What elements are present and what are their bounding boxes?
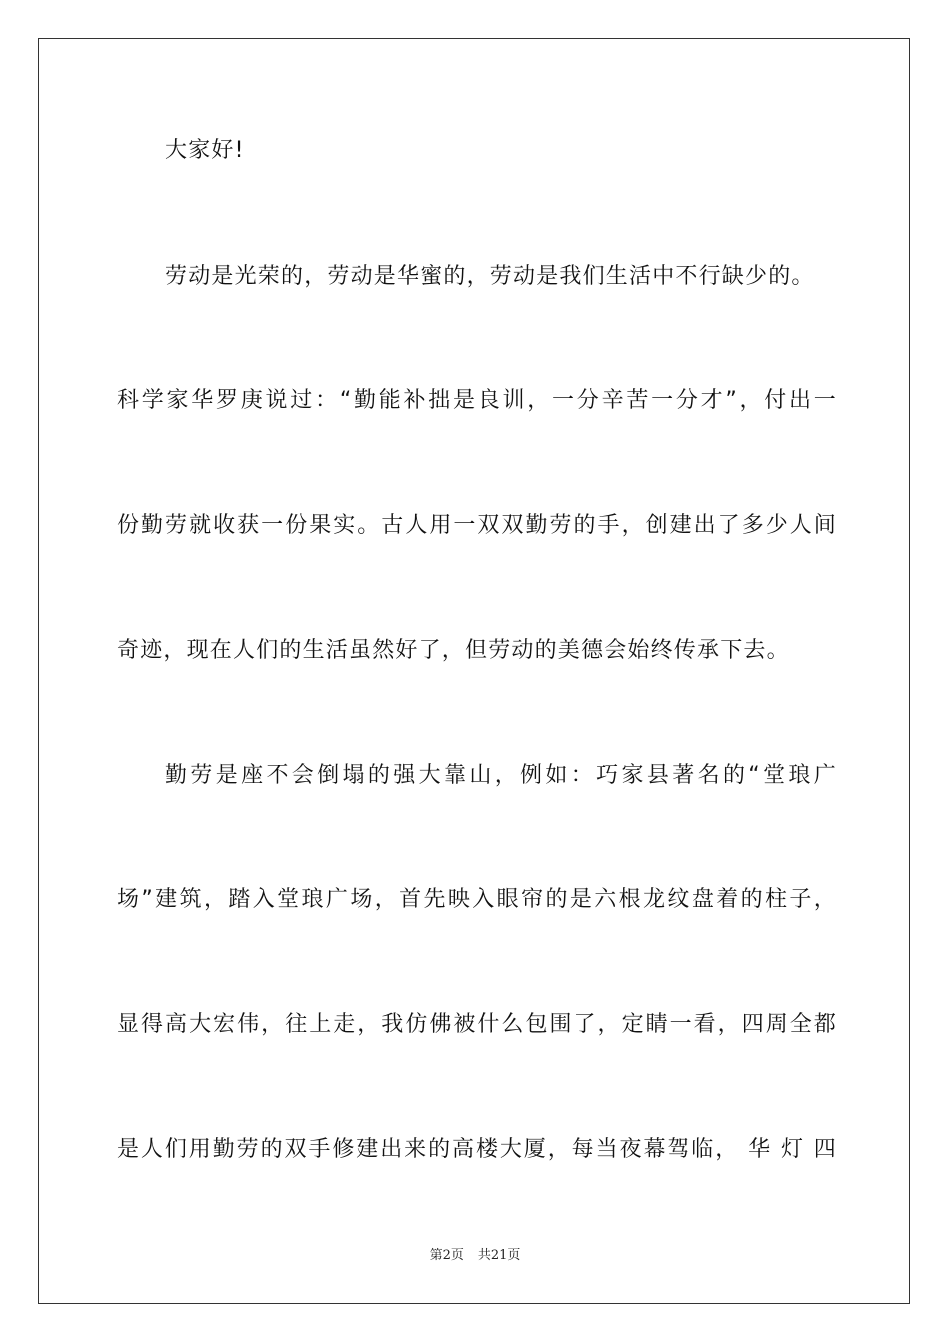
paragraph-2-line-3: 显得高大宏伟，往上走，我仿佛被什么包围了，定睛一看，四周全都 (117, 1012, 837, 1037)
page-footer (0, 1246, 950, 1266)
paragraph-2-line-4: 是人们用勤劳的双手修建出来的高楼大厦，每当夜幕驾临， 华 灯 四 (117, 1137, 837, 1162)
paragraph-1-line-3: 份勤劳就收获一份果实。古人用一双双勤劳的手，创建出了多少人间 (117, 513, 837, 538)
paragraph-2-line-1: 勤劳是座不会倒塌的强大靠山，例如：巧家县著名的“堂琅广 (165, 763, 837, 788)
total-pages: 共21页 (477, 1248, 521, 1263)
paragraph-1-line-4: 奇迹，现在人们的生活虽然好了，但劳动的美德会始终传承下去。 (117, 638, 790, 663)
paragraph-2-line-2: 场”建筑，踏入堂琅广场，首先映入眼帘的是六根龙纹盘着的柱子， (117, 887, 837, 912)
paragraph-1-line-2: 科学家华罗庚说过：“勤能补拙是良训，一分辛苦一分才”，付出一 (117, 388, 837, 413)
paragraph-1-line-1: 劳动是光荣的，劳动是华蜜的，劳动是我们生活中不行缺少的。 (165, 264, 815, 289)
page-border (38, 38, 910, 1304)
page-number: 第2页 (429, 1248, 464, 1263)
greeting-line: 大家好! (165, 138, 245, 163)
